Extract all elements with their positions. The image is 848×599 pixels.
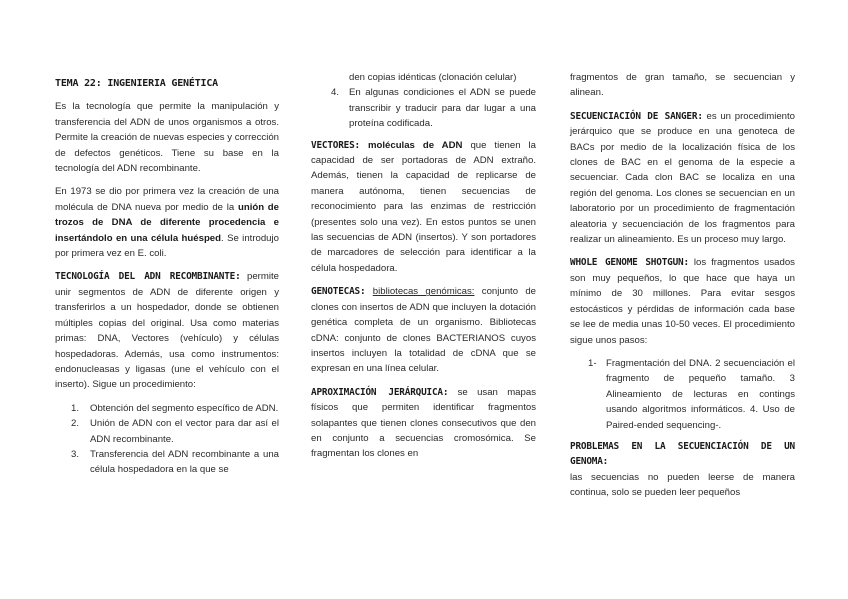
- wgs-heading: WHOLE GENOME SHOTGUN:: [570, 257, 689, 269]
- sanger-paragraph: [570, 109, 795, 248]
- wgs-text: los fragmentos usados son muy pequeños, lo que hace que haya un mínimo de 30 millones. Para evitar sesgos estocásticos y pérdidas de información cada base se lee de media unas 10-50 veces. El procedimiento sigue unos pasos:: [570, 257, 795, 346]
- page-title: TEMA 22: INGENIERIA GENÉTICA: [55, 78, 218, 89]
- problems-text: las secuencias no pueden leerse de manera continua, solo se pueden leer pequeños: [570, 471, 795, 499]
- hierarchical-continuation: fragmentos de gran tamaño, se secuencian y alinean.: [570, 72, 795, 99]
- hierarchical-text: se usan mapas físicos que permiten identificar fragmentos solapantes que tienen clones consecutivos que den en conjunto a secuencias cromosómica. Se fragmentan los clones en: [311, 386, 536, 460]
- list-text: En algunas condiciones el ADN se puede transcribir y traducir para dar lugar a una proteína codificada.: [349, 87, 536, 130]
- history-paragraph: [55, 184, 279, 261]
- list-number: 1-: [588, 357, 597, 369]
- procedure-list-cont: [311, 85, 536, 131]
- problems-heading: PROBLEMAS EN LA SECUENCIACIÓN DE UN GENOMA:: [570, 440, 795, 468]
- vectors-heading: VECTORES:: [311, 139, 360, 151]
- list-item: [311, 85, 536, 131]
- sanger-heading: SECUENCIACIÓN DE SANGER:: [570, 110, 703, 122]
- hierarchical-heading: APROXIMACIÓN JERÁRQUICA:: [311, 386, 449, 398]
- list-number: 2.: [71, 418, 80, 430]
- vectors-paragraph: [311, 138, 536, 277]
- genotecas-heading: GENOTECAS:: [311, 286, 366, 298]
- column-1: [55, 70, 279, 484]
- recombinant-text: permite unir segmentos de ADN de diferente origen y transferirlos a un hospedador, donde se obtienen múltiples copias del original. Usa como materias primas: DNA, Vectores (vehículo) y células hospedadoras. Además, usa como instrumentos: endonucleasas y ligasas (une el vehículo con el inserto). Sigue un procedimiento:: [55, 271, 279, 391]
- list-item: [570, 356, 795, 433]
- column-2: [311, 70, 536, 470]
- list-number: 3.: [71, 448, 80, 460]
- column-3: [570, 70, 795, 509]
- hierarchical-paragraph: [311, 385, 536, 462]
- history-text-b: . Se introdujo por primera vez en E. coli.: [55, 232, 279, 260]
- genotecas-underline: bibliotecas genómicas:: [372, 286, 475, 298]
- vectors-bold: moléculas de ADN: [360, 139, 463, 151]
- wgs-paragraph: [570, 255, 795, 347]
- genotecas-paragraph: [311, 284, 536, 376]
- intro-paragraph: Es la tecnología que permite la manipulación y transferencia del ADN de unos organismos a otros. Permite la creación de nuevas especies y corrección de defectos genéticos. Tiene su base en la tecnología del ADN recombinante.: [55, 101, 279, 175]
- procedure-list: [55, 401, 279, 478]
- genotecas-text: conjunto de clones con insertos de ADN que incluyen la dotación genética completa de un organismo. Bibliotecas cDNA: conjunto de clones BACTERIANOS cuyos insertos incluyen la totalidad de cDNA que se expresan en una línea celular.: [311, 286, 537, 375]
- list-number: 1.: [71, 402, 80, 414]
- vectors-text: que tienen la capacidad de ser portadoras de ADN extraño. Además, tienen la capacidad de replicarse de manera autónoma, tienen secuencias de reconocimiento para las enzimas de restricción (presentes solo una vez). En estos puntos se unen las secuencias de ADN (insertos). Y son portadores de marcadores de selección para identificar a la célula hospedadora.: [311, 139, 536, 274]
- recombinant-heading: TECNOLOGÍA DEL ADN RECOMBINANTE:: [55, 271, 241, 283]
- list-text: Transferencia del ADN recombinante a una célula hospedadora en la que se: [90, 448, 279, 476]
- sanger-text: es un procedimiento jerárquico que se produce en una genoteca de BACs por medio de la localización física de los clones de BAC en el genoma de la especie a secuenciar. Cada clon BAC se localiza en una región del genoma. Los clones se secuencian en un laboratorio por un procedimiento de fragmentación aleatoria y secuenciación de los fragmentos para realizar un alineamiento. Es un proceso muy largo.: [570, 110, 796, 246]
- list-item: [55, 447, 279, 478]
- list-continuation: den copias idénticas (clonación celular): [349, 72, 517, 83]
- wgs-steps-list: [570, 356, 795, 433]
- list-text: Fragmentación del DNA. 2 secuenciación el fragmento de pequeño tamaño. 3 Alineamiento de lecturas en contings usando algoritmos informáticos. 4. Uso de Paired-ended sequencing-.: [606, 357, 795, 431]
- history-text-a: En 1973 se dio por primera vez la creación de una molécula de DNA nueva por medio de la: [55, 186, 279, 213]
- list-item: [55, 416, 279, 447]
- list-text: Obtención del segmento específico de ADN.: [90, 402, 279, 414]
- list-number: 4.: [331, 87, 340, 99]
- recombinant-paragraph: [55, 269, 279, 392]
- history-bold: unión de trozos de DNA de diferente procedencia e insertándolo en una célula huésped: [55, 201, 280, 244]
- list-item: [55, 401, 279, 416]
- list-text: Unión de ADN con el vector para dar así el ADN recombinante.: [90, 418, 279, 445]
